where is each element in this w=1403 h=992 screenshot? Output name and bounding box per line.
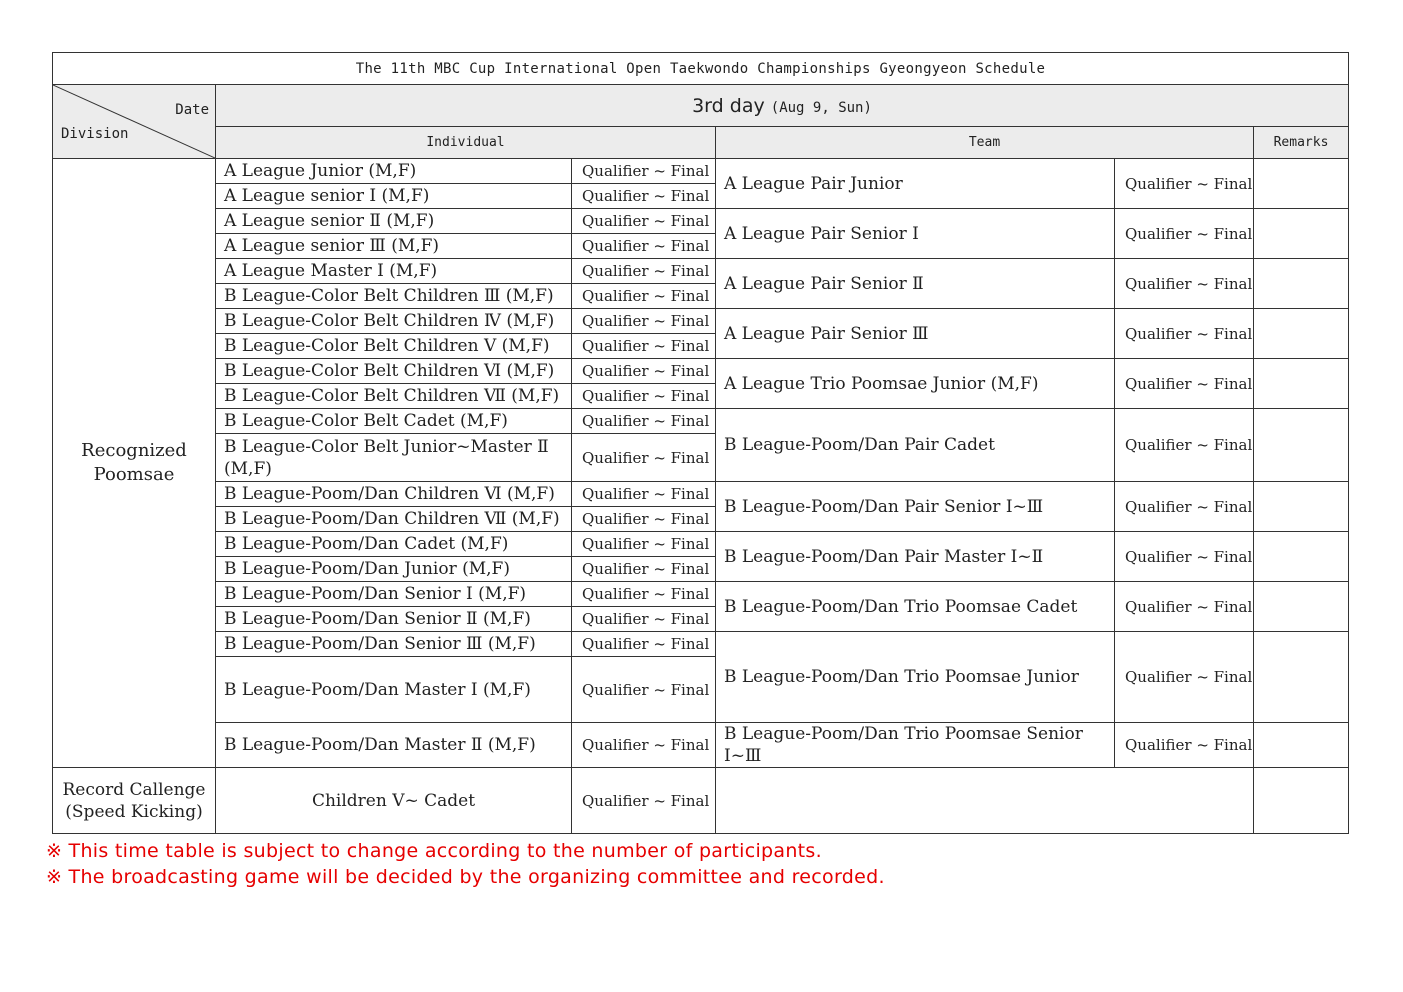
individual-round: Qualifier ~ Final — [572, 723, 716, 768]
individual-event: A League Junior (M,F) — [216, 159, 572, 184]
remarks-cell — [1254, 482, 1349, 532]
notes — [46, 838, 885, 890]
team-header: Team — [716, 127, 1254, 159]
team-round: Qualifier ~ Final — [1115, 409, 1254, 482]
table-row — [53, 723, 1349, 768]
individual-event: B League-Color Belt Children Ⅵ (M,F) — [216, 359, 572, 384]
remarks-cell — [1254, 532, 1349, 582]
date-label: Date — [175, 102, 209, 118]
individual-event: B League-Poom/Dan Senior Ⅱ (M,F) — [216, 607, 572, 632]
individual-event: B League-Poom/Dan Children Ⅶ (M,F) — [216, 507, 572, 532]
team-event: A League Pair Senior Ⅱ — [716, 259, 1115, 309]
individual-round: Qualifier ~ Final — [572, 582, 716, 607]
day-header — [216, 85, 1349, 127]
individual-round: Qualifier ~ Final — [572, 434, 716, 482]
individual-round: Qualifier ~ Final — [572, 507, 716, 532]
individual-round: Qualifier ~ Final — [572, 632, 716, 657]
table-row — [53, 409, 1349, 434]
team-event: B League-Poom/Dan Trio Poomsae Cadet — [716, 582, 1115, 632]
individual-event: A League senior Ⅱ (M,F) — [216, 209, 572, 234]
individual-header: Individual — [216, 127, 716, 159]
schedule-table — [52, 52, 1349, 834]
individual-event: B League-Color Belt Children Ⅴ (M,F) — [216, 334, 572, 359]
table-row — [53, 768, 1349, 834]
day-label: 3rd day — [692, 94, 765, 117]
team-event: B League-Poom/Dan Trio Poomsae Senior Ⅰ~Ⅲ — [716, 723, 1115, 768]
team-round: Qualifier ~ Final — [1115, 723, 1254, 768]
team-round: Qualifier ~ Final — [1115, 359, 1254, 409]
schedule-title: The 11th MBC Cup International Open Taekwondo Championships Gyeongyeon Schedule — [53, 53, 1349, 85]
individual-event: B League-Poom/Dan Master Ⅰ (M,F) — [216, 657, 572, 723]
remarks-cell — [1254, 209, 1349, 259]
table-row — [53, 209, 1349, 234]
team-round: Qualifier ~ Final — [1115, 632, 1254, 723]
team-event: A League Pair Senior Ⅲ — [716, 309, 1115, 359]
individual-round: Qualifier ~ Final — [572, 359, 716, 384]
remarks-cell — [1254, 259, 1349, 309]
remarks-cell — [1254, 768, 1349, 834]
individual-event: A League senior Ⅲ (M,F) — [216, 234, 572, 259]
remarks-cell — [1254, 359, 1349, 409]
team-event: B League-Poom/Dan Pair Senior Ⅰ~Ⅲ — [716, 482, 1115, 532]
team-event: A League Trio Poomsae Junior (M,F) — [716, 359, 1115, 409]
individual-round: Qualifier ~ Final — [572, 159, 716, 184]
individual-event: B League-Poom/Dan Children Ⅵ (M,F) — [216, 482, 572, 507]
individual-event: B League-Color Belt Junior~Master Ⅱ (M,F) — [216, 434, 572, 482]
note-item: ※ This time table is subject to change according to the number of participants. — [46, 840, 822, 862]
remarks-cell — [1254, 582, 1349, 632]
individual-round: Qualifier ~ Final — [572, 532, 716, 557]
team-event: B League-Poom/Dan Trio Poomsae Junior — [716, 632, 1115, 723]
team-event: A League Pair Junior — [716, 159, 1115, 209]
individual-event: B League-Color Belt Cadet (M,F) — [216, 409, 572, 434]
team-round: Qualifier ~ Final — [1115, 482, 1254, 532]
table-row — [53, 259, 1349, 284]
remarks-cell — [1254, 309, 1349, 359]
remarks-header: Remarks — [1254, 127, 1349, 159]
individual-event: B League-Color Belt Children Ⅶ (M,F) — [216, 384, 572, 409]
individual-round: Qualifier ~ Final — [572, 384, 716, 409]
individual-event: B League-Poom/Dan Junior (M,F) — [216, 557, 572, 582]
team-event: B League-Poom/Dan Pair Master Ⅰ~Ⅱ — [716, 532, 1115, 582]
team-round: Qualifier ~ Final — [1115, 582, 1254, 632]
table-row — [53, 532, 1349, 557]
note-item: ※ The broadcasting game will be decided by the organizing committee and recorded. — [46, 866, 885, 888]
individual-round: Qualifier ~ Final — [572, 234, 716, 259]
division-date-corner — [53, 85, 216, 159]
record-event: Children Ⅴ~ Cadet — [216, 768, 572, 834]
division-poomsae: Recognized Poomsae — [53, 159, 216, 768]
individual-event: B League-Poom/Dan Senior Ⅲ (M,F) — [216, 632, 572, 657]
individual-round: Qualifier ~ Final — [572, 409, 716, 434]
team-round: Qualifier ~ Final — [1115, 259, 1254, 309]
team-event: A League Pair Senior Ⅰ — [716, 209, 1115, 259]
team-round: Qualifier ~ Final — [1115, 309, 1254, 359]
individual-event: A League senior Ⅰ (M,F) — [216, 184, 572, 209]
remarks-cell — [1254, 159, 1349, 209]
table-row — [53, 582, 1349, 607]
individual-round: Qualifier ~ Final — [572, 209, 716, 234]
individual-event: A League Master Ⅰ (M,F) — [216, 259, 572, 284]
table-row — [53, 359, 1349, 384]
individual-event: B League-Color Belt Children Ⅳ (M,F) — [216, 309, 572, 334]
day-date: (Aug 9, Sun) — [770, 99, 872, 116]
individual-round: Qualifier ~ Final — [572, 657, 716, 723]
table-row — [53, 632, 1349, 657]
remarks-cell — [1254, 409, 1349, 482]
individual-event: B League-Poom/Dan Senior Ⅰ (M,F) — [216, 582, 572, 607]
team-round: Qualifier ~ Final — [1115, 209, 1254, 259]
record-round: Qualifier ~ Final — [572, 768, 716, 834]
individual-round: Qualifier ~ Final — [572, 259, 716, 284]
table-row — [53, 159, 1349, 184]
individual-round: Qualifier ~ Final — [572, 284, 716, 309]
individual-round: Qualifier ~ Final — [572, 309, 716, 334]
team-round: Qualifier ~ Final — [1115, 159, 1254, 209]
division-record: Record Callenge (Speed Kicking) — [53, 768, 216, 834]
individual-round: Qualifier ~ Final — [572, 557, 716, 582]
team-event: B League-Poom/Dan Pair Cadet — [716, 409, 1115, 482]
table-row — [53, 482, 1349, 507]
individual-round: Qualifier ~ Final — [572, 184, 716, 209]
individual-event: B League-Color Belt Children Ⅲ (M,F) — [216, 284, 572, 309]
individual-event: B League-Poom/Dan Cadet (M,F) — [216, 532, 572, 557]
diagonal-divider — [53, 85, 215, 158]
team-empty-cell — [716, 768, 1254, 834]
remarks-cell — [1254, 723, 1349, 768]
division-label: Division — [61, 126, 129, 142]
team-round: Qualifier ~ Final — [1115, 532, 1254, 582]
individual-round: Qualifier ~ Final — [572, 334, 716, 359]
remarks-cell — [1254, 632, 1349, 723]
individual-event: B League-Poom/Dan Master Ⅱ (M,F) — [216, 723, 572, 768]
individual-round: Qualifier ~ Final — [572, 482, 716, 507]
table-row — [53, 309, 1349, 334]
individual-round: Qualifier ~ Final — [572, 607, 716, 632]
